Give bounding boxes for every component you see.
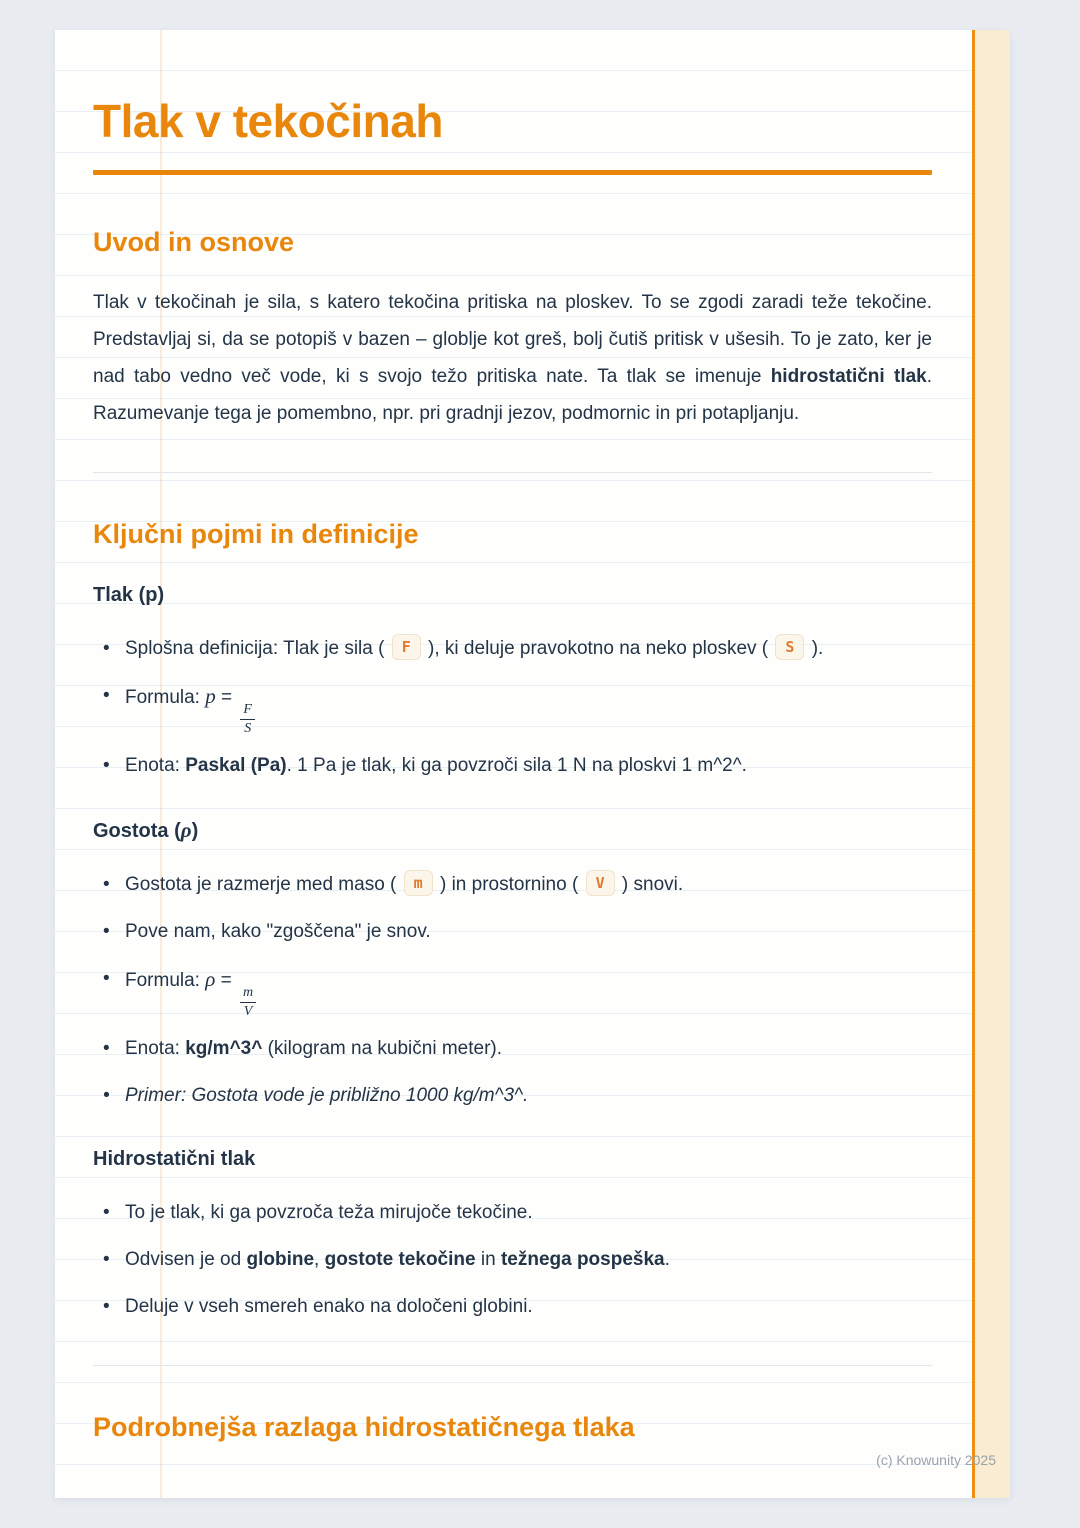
bold-term: globine (246, 1249, 315, 1271)
list-item (125, 1031, 932, 1067)
list-text: ), ki deluje pravokotno na neko ploskev ( (422, 638, 774, 659)
subheading-hydrostatic: Hidrostatični tlak (93, 1148, 256, 1171)
list-item (125, 748, 932, 784)
list-text: Deluje v vseh smereh enako na določeni globini. (125, 1296, 533, 1318)
list-item (125, 1289, 932, 1325)
list-text: To je tlak, ki ga povzroča teža mirujoče tekočine. (125, 1202, 533, 1224)
list-text: Enota: (125, 1038, 186, 1060)
list-item (125, 678, 932, 737)
fraction-denominator: V (243, 1004, 253, 1020)
code-chip-force: F (392, 634, 421, 660)
section-heading-concepts: Ključni pojmi in definicije (93, 519, 419, 549)
math-fraction-m-V (240, 985, 256, 1020)
formula-label: Formula: (125, 687, 206, 708)
intro-bold-term: hidrostatični tlak (770, 366, 927, 387)
pressure-list (93, 631, 932, 784)
notebook-page (55, 30, 1010, 1498)
formula-label: Formula: (125, 970, 206, 992)
list-text: , (314, 1249, 325, 1271)
subheading-text: ) (191, 820, 199, 843)
list-text: Odvisen je od (125, 1249, 247, 1271)
section-heading-detail: Podrobnejša razlaga hidrostatičnega tlaka (93, 1412, 635, 1443)
list-item-example (125, 1078, 932, 1114)
section-divider (93, 472, 932, 473)
list-item (125, 1195, 932, 1231)
math-variable-p: p (205, 684, 216, 708)
fraction-numerator: m (240, 985, 256, 1003)
code-chip-volume: V (586, 870, 615, 896)
list-text: in (475, 1249, 501, 1271)
code-chip-mass: m (404, 870, 433, 896)
intro-paragraph (93, 284, 932, 432)
list-text: ) in prostornino ( (434, 874, 584, 896)
list-text: Primer: Gostota vode je približno 1000 kg/m^3^. (125, 1085, 529, 1107)
list-text: ). (806, 638, 824, 659)
density-list (93, 867, 932, 1114)
list-item (125, 1242, 932, 1278)
intro-text-1: Tlak v tekočinah je sila, s katero tekočina pritiska na ploskev. To se zgodi zaradi teže tekočine. Predstavljaj si, da se potopiš v bazen – globlje kot greš, bolj čutiš pritisk v ušesih. To je zato, ker je nad tabo vedno več vode, ki s svojo težo pritiska nate. Ta tlak se imenuje (93, 292, 932, 387)
list-text: ) snovi. (616, 874, 684, 896)
hydrostatic-list (93, 1195, 932, 1325)
page-title: Tlak v tekočinah (93, 95, 443, 147)
list-item (125, 631, 932, 667)
title-rule (93, 170, 932, 175)
unit-bold: kg/m^3^ (185, 1038, 263, 1060)
code-chip-area: S (775, 634, 804, 660)
math-fraction-F-S (240, 702, 255, 737)
subheading-density (93, 818, 932, 843)
fraction-denominator: S (244, 721, 252, 737)
list-text: (kilogram na kubični meter). (262, 1038, 503, 1060)
list-text: Pove nam, kako "zgoščena" je snov. (125, 921, 431, 943)
list-text: Gostota je razmerje med maso ( (125, 874, 402, 896)
fraction-numerator: F (240, 702, 255, 720)
unit-bold: Paskal (Pa) (185, 755, 287, 777)
math-variable-rho: ρ (180, 818, 192, 843)
document-content (55, 30, 1010, 1443)
bold-term: gostote tekočine (324, 1249, 476, 1271)
bold-term: težnega pospeška (500, 1249, 665, 1271)
footer-credit: (c) Knowunity 2025 (876, 1452, 996, 1468)
intro-text-2: . Razumevanje tega je pomembno, npr. pri gradnji jezov, podmornic in pri potapljanju. (93, 366, 933, 424)
list-text: . 1 Pa je tlak, ki ga povzroči sila 1 N na ploskvi 1 m^2^. (286, 755, 747, 777)
list-text: Enota: (125, 755, 186, 777)
math-equals: = (215, 687, 238, 708)
list-item (125, 914, 932, 950)
math-variable-rho: ρ (205, 967, 216, 992)
list-text: Splošna definicija: Tlak je sila ( (125, 638, 390, 659)
list-item (125, 867, 932, 903)
section-divider (93, 1365, 932, 1366)
math-equals: = (215, 970, 237, 992)
section-heading-intro: Uvod in osnove (93, 227, 295, 257)
list-item (125, 961, 932, 1020)
list-text: . (664, 1249, 670, 1271)
subheading-pressure: Tlak (p) (93, 584, 165, 606)
subheading-text: Gostota ( (93, 820, 181, 843)
